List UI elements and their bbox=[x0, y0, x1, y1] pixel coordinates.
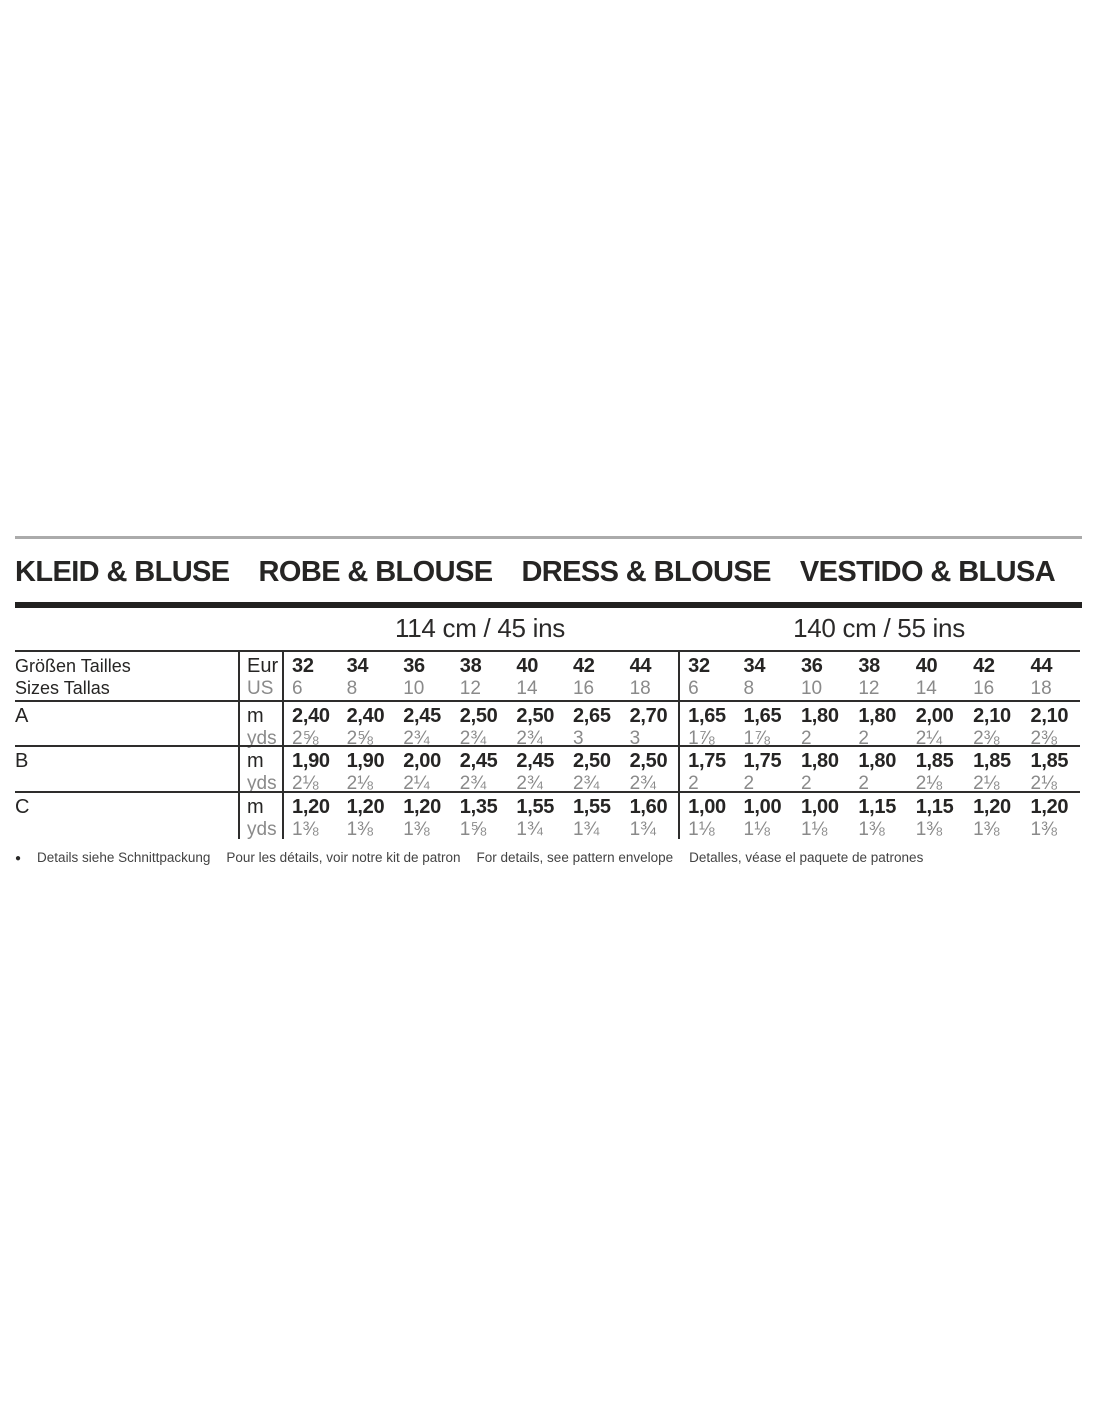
size-value-cell-secondary: 6 bbox=[292, 678, 303, 699]
fabric-amount-cell bbox=[965, 745, 1022, 794]
fabric-amount-cell bbox=[508, 745, 565, 794]
size-value-cell-secondary: 14 bbox=[915, 678, 937, 699]
view-label-cell bbox=[15, 791, 238, 839]
fabric-amount-cell-primary: 2,65 bbox=[572, 705, 611, 727]
fabric-amount-cell-secondary: 1⅛ bbox=[800, 819, 828, 840]
fabric-amount-cell-secondary: 1⅜ bbox=[973, 819, 1000, 840]
fabric-amount-cell-secondary: 2⅛ bbox=[973, 773, 1000, 794]
size-value-cell bbox=[736, 650, 793, 700]
fabric-amount-cell-secondary: 1¾ bbox=[572, 819, 600, 840]
size-value-cell bbox=[565, 650, 622, 700]
fabric-amount-cell bbox=[508, 791, 565, 839]
fabric-amount-cell-primary: 1,20 bbox=[403, 796, 441, 818]
garment-title-fr: ROBE & BLOUSE bbox=[258, 556, 493, 588]
size-value-cell bbox=[508, 650, 565, 700]
footer-note-fr: Pour les détails, voir notre kit de patron bbox=[226, 850, 461, 865]
footer-note-de: Details siehe Schnittpackung bbox=[37, 850, 211, 865]
unit-cell-secondary: yds bbox=[247, 728, 277, 749]
fabric-amount-cell-primary: 1,20 bbox=[292, 796, 330, 818]
fabric-amount-cell-primary: 2,70 bbox=[629, 705, 668, 727]
size-value-cell-primary: 42 bbox=[572, 655, 595, 677]
fabric-amount-cell-secondary: 1⅞ bbox=[743, 728, 770, 749]
size-value-cell-secondary: 6 bbox=[688, 678, 699, 699]
size-label-cell bbox=[15, 650, 238, 700]
fabric-amount-cell-secondary: 2⅛ bbox=[1030, 773, 1057, 794]
fabric-amount-cell-primary: 1,35 bbox=[459, 796, 498, 818]
fabric-amount-cell-primary: 1,80 bbox=[858, 750, 897, 772]
fabric-amount-cell-secondary: 1⅜ bbox=[292, 819, 319, 840]
fabric-amount-cell-primary: 1,75 bbox=[743, 750, 782, 772]
size-unit-cell-secondary: US bbox=[247, 678, 274, 699]
fabric-amount-cell bbox=[339, 700, 396, 749]
fabric-amount-cell bbox=[793, 791, 850, 839]
garment-title-de: KLEID & BLUSE bbox=[15, 556, 230, 588]
fabric-amount-cell-primary: 1,80 bbox=[800, 750, 839, 772]
fabric-requirements-table bbox=[15, 650, 1080, 839]
size-value-cell-primary: 38 bbox=[459, 655, 482, 677]
view-label-cell-primary: B bbox=[15, 750, 29, 772]
fabric-amount-cell-primary: 1,20 bbox=[346, 796, 385, 818]
fabric-amount-cell bbox=[965, 700, 1022, 749]
fabric-amount-cell-secondary: 3 bbox=[572, 728, 584, 749]
fabric-amount-cell-secondary: 1⅛ bbox=[743, 819, 770, 840]
fabric-amount-cell-primary: 1,85 bbox=[1030, 750, 1069, 772]
fabric-amount-cell-primary: 1,80 bbox=[800, 705, 839, 727]
fabric-amount-cell bbox=[565, 791, 622, 839]
fabric-amount-cell-primary: 1,65 bbox=[743, 705, 782, 727]
fabric-amount-cell bbox=[282, 700, 339, 749]
fabric-amount-cell bbox=[1023, 745, 1080, 794]
view-label-cell bbox=[15, 700, 238, 745]
fabric-amount-cell-secondary: 1⅜ bbox=[1030, 819, 1057, 840]
fabric-amount-cell-secondary: 1⅝ bbox=[459, 819, 487, 840]
fabric-amount-cell bbox=[1023, 700, 1080, 749]
fabric-amount-cell bbox=[1023, 791, 1080, 839]
fabric-amount-cell-primary: 2,45 bbox=[459, 750, 498, 772]
fabric-amount-cell-secondary: 2¾ bbox=[516, 728, 543, 749]
fabric-amount-cell bbox=[793, 700, 850, 749]
fabric-amount-cell-secondary: 1⅜ bbox=[915, 819, 943, 840]
fabric-amount-cell-secondary: 1¾ bbox=[516, 819, 543, 840]
size-value-cell-primary: 44 bbox=[1030, 655, 1053, 677]
fabric-amount-cell bbox=[339, 745, 396, 794]
fabric-amount-cell-secondary: 1⅜ bbox=[346, 819, 374, 840]
fabric-width-header-140cm: 140 cm / 55 ins bbox=[793, 613, 965, 643]
fabric-amount-cell bbox=[908, 791, 965, 839]
unit-cell-primary: m bbox=[247, 796, 264, 818]
fabric-amount-cell-primary: 2,50 bbox=[516, 705, 555, 727]
fabric-amount-cell-primary: 1,75 bbox=[688, 750, 726, 772]
size-value-cell bbox=[339, 650, 396, 700]
unit-cell-primary: m bbox=[247, 750, 264, 772]
garment-title-en: DRESS & BLOUSE bbox=[521, 556, 771, 588]
fabric-amount-cell bbox=[678, 700, 735, 749]
fabric-amount-cell-secondary: 2¾ bbox=[459, 773, 487, 794]
unit-cell-secondary: yds bbox=[247, 773, 277, 794]
fabric-amount-cell-secondary: 2 bbox=[688, 773, 699, 794]
footer-note-es: Detalles, véase el paquete de patrones bbox=[689, 850, 924, 865]
view-label-cell-primary: A bbox=[15, 705, 29, 727]
fabric-amount-cell bbox=[339, 791, 396, 839]
size-value-cell-primary: 34 bbox=[743, 655, 766, 677]
fabric-amount-cell-secondary: 2¾ bbox=[459, 728, 487, 749]
fabric-amount-cell-secondary: 3 bbox=[629, 728, 641, 749]
fabric-amount-cell-secondary: 2⅛ bbox=[292, 773, 319, 794]
size-value-cell bbox=[452, 650, 509, 700]
size-value-cell-secondary: 12 bbox=[858, 678, 880, 699]
fabric-amount-cell-primary: 2,45 bbox=[403, 705, 441, 727]
size-value-cell-primary: 40 bbox=[915, 655, 938, 677]
fabric-amount-cell bbox=[282, 791, 339, 839]
fabric-amount-cell-primary: 2,00 bbox=[915, 705, 954, 727]
size-value-cell bbox=[678, 650, 735, 700]
fabric-amount-cell-primary: 1,80 bbox=[858, 705, 897, 727]
size-value-cell-primary: 44 bbox=[629, 655, 652, 677]
view-label-cell bbox=[15, 745, 238, 791]
fabric-amount-cell-secondary: 2 bbox=[800, 773, 812, 794]
fabric-amount-cell-primary: 1,90 bbox=[292, 750, 330, 772]
fabric-amount-cell-secondary: 2¼ bbox=[915, 728, 943, 749]
fabric-amount-cell-primary: 2,50 bbox=[629, 750, 668, 772]
fabric-amount-cell-primary: 2,10 bbox=[1030, 705, 1069, 727]
fabric-amount-cell bbox=[850, 791, 907, 839]
fabric-amount-cell bbox=[908, 745, 965, 794]
fabric-amount-cell bbox=[565, 700, 622, 749]
garment-title-row bbox=[15, 556, 1082, 589]
fabric-amount-cell-secondary: 1⅛ bbox=[688, 819, 715, 840]
fabric-amount-cell-secondary: 1⅞ bbox=[688, 728, 715, 749]
size-unit-cell-primary: Eur bbox=[247, 655, 279, 677]
size-unit-cell bbox=[238, 650, 282, 700]
size-label-cell-primary: Größen Tailles bbox=[15, 656, 131, 676]
unit-cell bbox=[238, 700, 282, 749]
fabric-amount-cell bbox=[908, 700, 965, 749]
size-value-cell bbox=[622, 650, 679, 700]
size-value-cell-secondary: 18 bbox=[629, 678, 651, 699]
size-value-cell-secondary: 12 bbox=[459, 678, 481, 699]
fabric-amount-cell-secondary: 2 bbox=[743, 773, 755, 794]
fabric-amount-cell-primary: 1,20 bbox=[973, 796, 1011, 818]
fabric-amount-cell bbox=[736, 791, 793, 839]
fabric-amount-cell bbox=[565, 745, 622, 794]
size-value-cell-secondary: 16 bbox=[572, 678, 595, 699]
fabric-amount-cell bbox=[736, 745, 793, 794]
fabric-amount-cell-secondary: 2¼ bbox=[403, 773, 430, 794]
fabric-amount-cell-secondary: 2¾ bbox=[403, 728, 430, 749]
unit-cell-primary: m bbox=[247, 705, 264, 727]
fabric-amount-cell-secondary: 2⅝ bbox=[346, 728, 374, 749]
fabric-amount-cell bbox=[965, 791, 1022, 839]
fabric-amount-cell-primary: 1,90 bbox=[346, 750, 385, 772]
fabric-amount-cell-secondary: 2¾ bbox=[572, 773, 600, 794]
size-value-cell-secondary: 14 bbox=[516, 678, 538, 699]
fabric-amount-cell-secondary: 2⅝ bbox=[292, 728, 319, 749]
top-divider-rule bbox=[15, 536, 1082, 539]
size-value-cell bbox=[965, 650, 1022, 700]
size-value-cell-primary: 36 bbox=[403, 655, 425, 677]
fabric-amount-cell-secondary: 2 bbox=[858, 728, 869, 749]
fabric-amount-cell-primary: 1,85 bbox=[915, 750, 954, 772]
size-value-cell-secondary: 18 bbox=[1030, 678, 1052, 699]
size-value-cell-primary: 42 bbox=[973, 655, 995, 677]
view-label-cell-primary: C bbox=[15, 796, 30, 818]
fabric-amount-cell bbox=[622, 791, 679, 839]
garment-title-es: VESTIDO & BLUSA bbox=[799, 556, 1056, 588]
size-label-cell-secondary: Sizes Tallas bbox=[15, 678, 110, 698]
fabric-amount-cell bbox=[508, 700, 565, 749]
fabric-amount-cell-primary: 1,00 bbox=[800, 796, 839, 818]
unit-cell bbox=[238, 791, 282, 839]
fabric-amount-cell bbox=[678, 745, 735, 794]
fabric-amount-cell bbox=[622, 745, 679, 794]
fabric-amount-cell-secondary: 2⅜ bbox=[973, 728, 1000, 749]
fabric-amount-cell-secondary: 2¾ bbox=[516, 773, 543, 794]
size-value-cell-secondary: 10 bbox=[800, 678, 823, 699]
fabric-amount-cell bbox=[622, 700, 679, 749]
fabric-amount-cell-primary: 1,65 bbox=[688, 705, 726, 727]
title-underline-bar bbox=[15, 602, 1082, 608]
fabric-amount-cell-primary: 2,10 bbox=[973, 705, 1011, 727]
size-value-cell bbox=[908, 650, 965, 700]
size-value-cell-primary: 32 bbox=[292, 655, 314, 677]
fabric-amount-cell bbox=[452, 745, 509, 794]
fabric-amount-cell-primary: 2,00 bbox=[403, 750, 441, 772]
size-value-cell-secondary: 16 bbox=[973, 678, 995, 699]
fabric-amount-cell bbox=[452, 791, 509, 839]
size-value-cell bbox=[1023, 650, 1080, 700]
size-value-cell-secondary: 10 bbox=[403, 678, 425, 699]
fabric-width-header-114cm: 114 cm / 45 ins bbox=[395, 613, 565, 643]
unit-cell-secondary: yds bbox=[247, 819, 277, 840]
fabric-amount-cell-primary: 1,20 bbox=[1030, 796, 1069, 818]
fabric-amount-cell-secondary: 1⅜ bbox=[858, 819, 885, 840]
fabric-amount-cell-primary: 1,55 bbox=[516, 796, 555, 818]
fabric-amount-cell-primary: 2,40 bbox=[292, 705, 330, 727]
fabric-amount-cell bbox=[793, 745, 850, 794]
fabric-amount-cell bbox=[736, 700, 793, 749]
size-value-cell-primary: 32 bbox=[688, 655, 710, 677]
fabric-amount-cell-secondary: 2 bbox=[858, 773, 869, 794]
size-value-cell-primary: 38 bbox=[858, 655, 880, 677]
fabric-amount-cell-primary: 1,60 bbox=[629, 796, 668, 818]
fabric-amount-cell bbox=[678, 791, 735, 839]
fabric-amount-cell bbox=[452, 700, 509, 749]
size-value-cell bbox=[793, 650, 850, 700]
fabric-amount-cell-secondary: 1⅜ bbox=[403, 819, 430, 840]
fabric-amount-cell-secondary: 2¾ bbox=[629, 773, 656, 794]
footer-notes-row bbox=[15, 850, 1085, 867]
size-value-cell bbox=[395, 650, 452, 700]
fabric-amount-cell bbox=[395, 791, 452, 839]
footer-note-en: For details, see pattern envelope bbox=[476, 850, 674, 865]
size-value-cell-primary: 40 bbox=[516, 655, 539, 677]
fabric-amount-cell-primary: 2,45 bbox=[516, 750, 555, 772]
size-value-cell-secondary: 8 bbox=[743, 678, 755, 699]
fabric-amount-cell-secondary: 2⅛ bbox=[346, 773, 374, 794]
fabric-amount-cell-primary: 1,00 bbox=[688, 796, 726, 818]
fabric-amount-cell-secondary: 1¾ bbox=[629, 819, 656, 840]
fabric-amount-cell bbox=[395, 700, 452, 749]
fabric-amount-cell-primary: 1,15 bbox=[915, 796, 954, 818]
fabric-amount-cell bbox=[395, 745, 452, 794]
fabric-amount-cell-secondary: 2⅛ bbox=[915, 773, 943, 794]
size-value-cell bbox=[282, 650, 339, 700]
fabric-amount-cell-primary: 2,40 bbox=[346, 705, 385, 727]
fabric-amount-cell-primary: 2,50 bbox=[572, 750, 611, 772]
fabric-amount-cell bbox=[850, 745, 907, 794]
fabric-amount-cell-primary: 1,15 bbox=[858, 796, 897, 818]
size-value-cell-primary: 36 bbox=[800, 655, 823, 677]
fabric-amount-cell-primary: 1,55 bbox=[572, 796, 611, 818]
fabric-amount-cell bbox=[850, 700, 907, 749]
fabric-amount-cell-secondary: 2⅜ bbox=[1030, 728, 1057, 749]
bullet-icon: ● bbox=[15, 853, 22, 864]
size-value-cell-secondary: 8 bbox=[346, 678, 358, 699]
size-value-cell-primary: 34 bbox=[346, 655, 369, 677]
fabric-amount-cell-secondary: 2 bbox=[800, 728, 812, 749]
fabric-amount-cell-primary: 1,00 bbox=[743, 796, 782, 818]
fabric-amount-cell bbox=[282, 745, 339, 794]
fabric-amount-cell-primary: 2,50 bbox=[459, 705, 498, 727]
fabric-amount-cell-primary: 1,85 bbox=[973, 750, 1011, 772]
size-value-cell bbox=[850, 650, 907, 700]
unit-cell bbox=[238, 745, 282, 794]
